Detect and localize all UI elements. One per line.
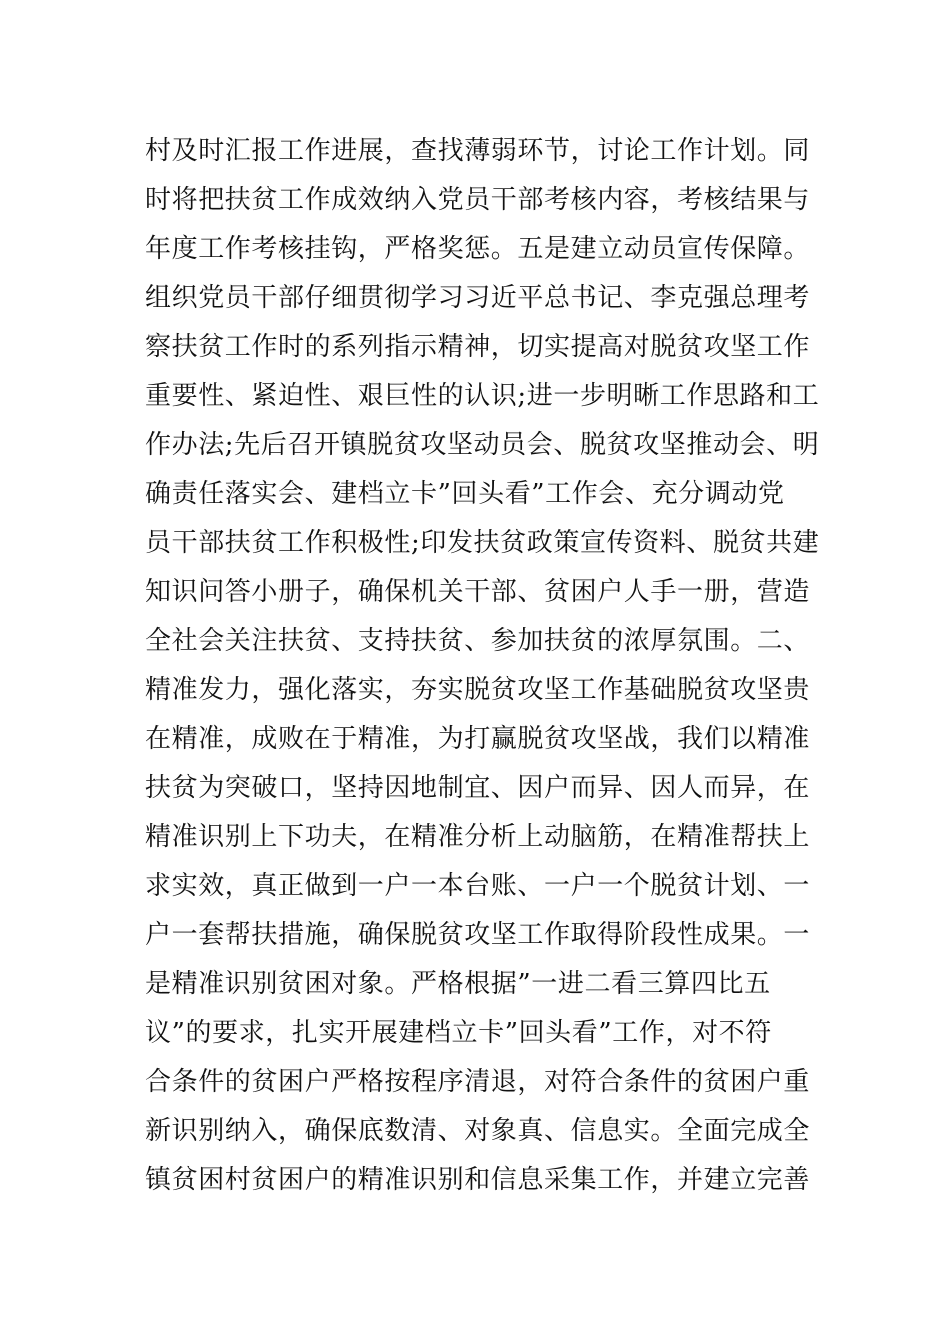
text-line: 全社会关注扶贫、支持扶贫、参加扶贫的浓厚氛围。二、 <box>145 626 811 656</box>
text-line: 精准发力，强化落实，夯实脱贫攻坚工作基础脱贫攻坚贵 <box>145 675 811 705</box>
text-line: 村及时汇报工作进展，查找薄弱环节，讨论工作计划。同 <box>145 136 811 166</box>
text-line: 扶贫为突破口，坚持因地制宜、因户而异、因人而异，在 <box>145 773 811 803</box>
text-line: 时将把扶贫工作成效纳入党员干部考核内容，考核结果与 <box>145 185 811 215</box>
text-line: 求实效，真正做到一户一本台账、一户一个脱贫计划、一 <box>145 871 811 901</box>
text-line: 年度工作考核挂钩，严格奖惩。五是建立动员宣传保障。 <box>145 234 811 264</box>
text-line: 确责任落实会、建档立卡”回头看”工作会、充分调动党 <box>145 479 785 509</box>
text-line: 合条件的贫困户严格按程序清退，对符合条件的贫困户重 <box>145 1067 811 1097</box>
text-line: 议”的要求，扎实开展建档立卡”回头看”工作，对不符 <box>145 1018 772 1048</box>
text-line: 员干部扶贫工作积极性;印发扶贫政策宣传资料、脱贫共建 <box>145 528 820 558</box>
text-line: 察扶贫工作时的系列指示精神，切实提高对脱贫攻坚工作 <box>145 332 811 362</box>
body-text <box>145 127 820 1205</box>
text-line: 作办法;先后召开镇脱贫攻坚动员会、脱贫攻坚推动会、明 <box>145 430 820 460</box>
text-line: 在精准，成败在于精准，为打赢脱贫攻坚战，我们以精准 <box>145 724 811 754</box>
text-line: 户一套帮扶措施，确保脱贫攻坚工作取得阶段性成果。一 <box>145 920 811 950</box>
text-line: 是精准识别贫困对象。严格根据”一进二看三算四比五 <box>145 969 771 999</box>
text-line: 镇贫困村贫困户的精准识别和信息采集工作，并建立完善 <box>145 1165 811 1195</box>
text-line: 新识别纳入，确保底数清、对象真、信息实。全面完成全 <box>145 1116 811 1146</box>
text-line: 精准识别上下功夫，在精准分析上动脑筋，在精准帮扶上 <box>145 822 811 852</box>
text-line: 重要性、紧迫性、艰巨性的认识;进一步明晰工作思路和工 <box>145 381 820 411</box>
text-line: 知识问答小册子，确保机关干部、贫困户人手一册，营造 <box>145 577 811 607</box>
text-line: 组织党员干部仔细贯彻学习习近平总书记、李克强总理考 <box>145 283 811 313</box>
